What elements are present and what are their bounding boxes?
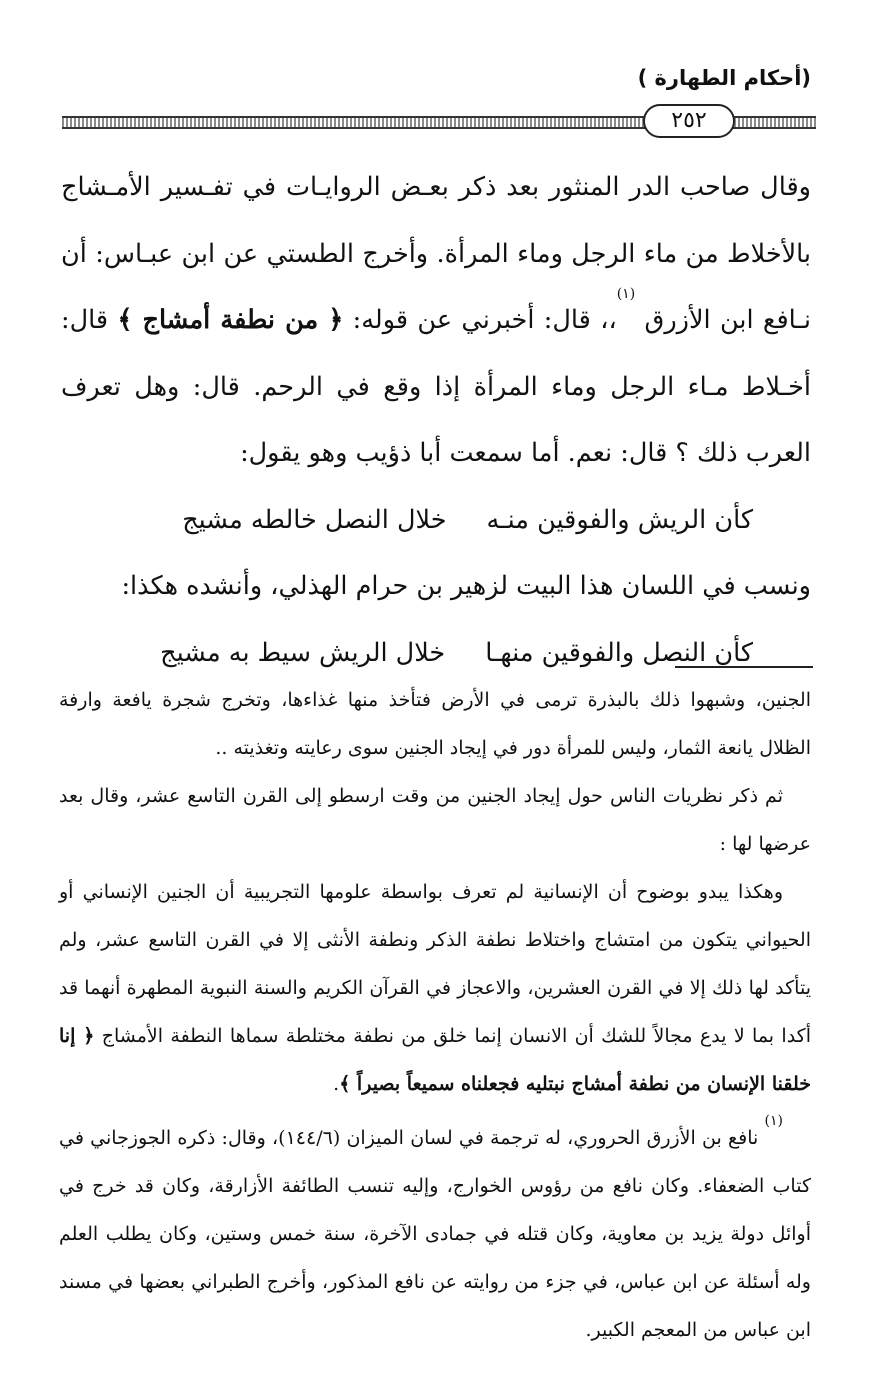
paragraph-1-part-b: ،، قال: أخبرني عن قوله:	[352, 305, 617, 335]
footnote-separator	[675, 666, 813, 668]
paragraph-2: ونسب في اللسان هذا البيت لزهير بن حرام الهذلي، وأنشده هكذا:	[121, 571, 811, 601]
running-header-title: (أحكام الطهارة )	[637, 66, 811, 90]
footnote-continuation-1: الجنين، وشبهوا ذلك بالبذرة ترمى في الأرض فتأخذ منها غذاءها، وتخرج شجرة يافعة وارفة الظلال يانعة الثمار، وليس للمرأة دور في إيجاد الجنين سوى رعايته وتغذيته ..	[59, 689, 811, 759]
footnotes	[59, 676, 811, 1354]
quran-quote: ﴿ من نطفة أمشاج ﴾	[117, 305, 344, 335]
footnote-continuation-3-end: .	[333, 1073, 340, 1095]
verse-1-second-hemistich: خلال النصل خالطه مشيج	[182, 504, 447, 535]
footnote-continuation-2: ثم ذكر نظريات الناس حول إيجاد الجنين من وقت ارسطو إلى القرن التاسع عشر، وقال بعد عرضها لها :	[59, 785, 811, 855]
paragraph-1-part-c: قال: أخـلاط مـاء الرجل وماء المرأة إذا وقع في الرحم. قال: وهل تعرف العرب ذلك ؟ قال: نعم. أما سمعت أبا ذؤيب وهو يقول:	[61, 305, 811, 468]
paragraph-1	[61, 154, 811, 487]
footnote-reference-1: (١)	[616, 286, 636, 302]
footnote-quran-quote: ﴿ إنا خلقنا الإنسان من نطفة أمشاج نبتليه فجعلناه سميعاً بصيراً ﴾	[59, 1025, 811, 1095]
verse-2-second-hemistich: خلال الريش سيط به مشيج	[160, 637, 446, 668]
footnote-1	[59, 1114, 811, 1354]
paragraph-1-part-a: وقال صاحب الدر المنثور بعد ذكر بعـض الروايـات في تفـسير الأمـشاج بالأخلاط من ماء الرجل وماء المرأة. وأخرج الطستي عن ابن عبـاس: أن نـافع ابن الأزرق	[61, 172, 812, 335]
footnote-1-marker: (١)	[764, 1113, 783, 1129]
page-number: ٢٥٢	[643, 104, 735, 138]
verse-2-first-hemistich: كأن النصل والفوقين منهـا	[485, 637, 753, 668]
poem-verse-1	[61, 487, 811, 554]
footnote-continuation-3-text: وهكذا يبدو بوضوح أن الإنسانية لم تعرف بواسطة علومها التجريبية أن الجنين الإنساني أو الحيواني يتكون من امتشاج واختلاط نطفة الذكر ونطفة الأنثى إلا في القرن التاسع عشر، ولم يتأكد لها ذلك إلا في القرن العشرين، والاعجاز في القرآن الكريم والسنة النبوية المطهرة أنهما قد أكدا بما لا يدع مجالاً للشك أن الانسان إنما خلق من نطفة مختلطة سماها النطفة الأمشاج	[59, 881, 812, 1047]
footnote-1-text: نافع بن الأزرق الحروري، له ترجمة في لسان الميزان (١٤٤/٦)، وقال: ذكره الجوزجاني في كتاب الضعفاء. وكان نافع من رؤوس الخوارج، وإليه تنسب الطائفة الأزارقة، وكان قد خرج في أوائل دولة يزيد بن معاوية، وكان قتله في جمادى الآخرة، سنة خمس وستين، وكان يطلب العلم وله أسئلة عن ابن عباس، في جزء من روايته عن نافع المذكور، وأخرج الطبراني بعضها في مسند ابن عباس من المعجم الكبير.	[59, 1127, 811, 1341]
main-text	[61, 154, 811, 686]
footnote-continuation-3	[59, 868, 811, 1108]
verse-1-first-hemistich: كأن الريش والفوقين منـه	[486, 504, 753, 535]
